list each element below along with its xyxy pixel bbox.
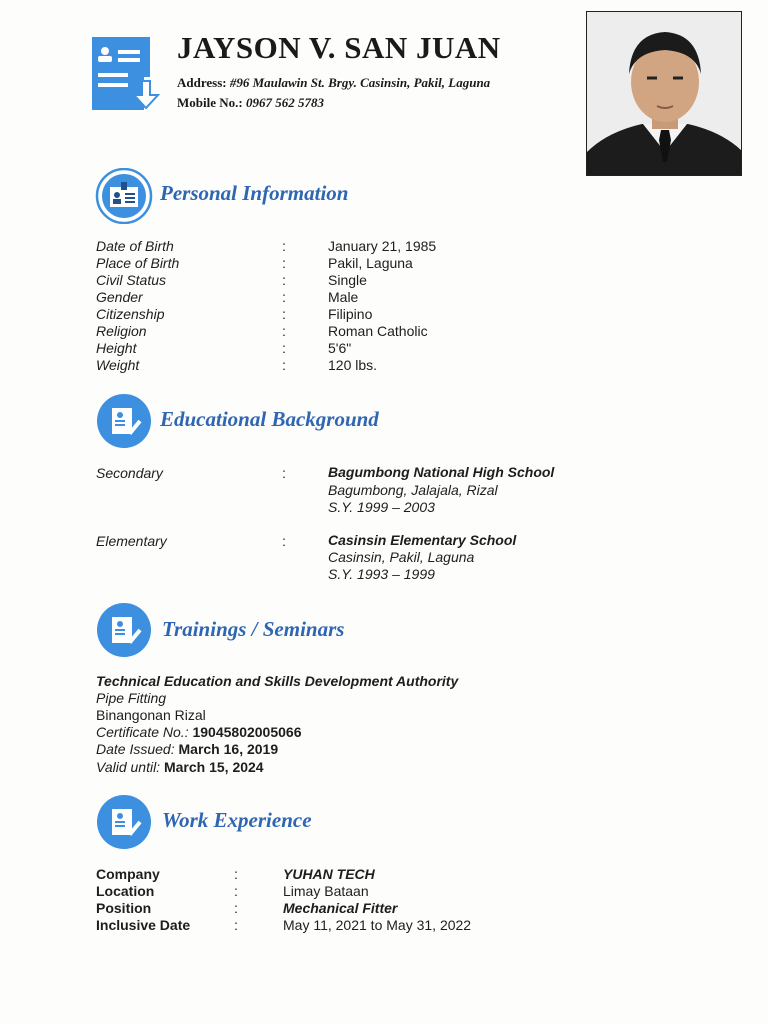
training-course: Pipe Fitting — [96, 690, 167, 706]
company-value: YUHAN TECH — [283, 866, 375, 882]
applicant-name: JAYSON V. SAN JUAN — [177, 30, 501, 65]
gender-value: Male — [328, 289, 359, 305]
secondary-school: Bagumbong National High School — [328, 464, 555, 480]
position-colon: : — [234, 900, 238, 916]
religion-colon: : — [282, 323, 286, 339]
work-location-value: Limay Bataan — [283, 883, 369, 899]
certificate-icon — [94, 393, 156, 455]
weight-label: Weight — [96, 357, 140, 373]
dob-label: Date of Birth — [96, 238, 174, 254]
weight-colon: : — [282, 357, 286, 373]
valid-until-value: March 15, 2024 — [163, 759, 264, 775]
gender-colon: : — [282, 289, 286, 305]
resume-icon — [92, 37, 162, 110]
height-label: Height — [96, 340, 137, 356]
date-issued-label: Date Issued: — [96, 741, 175, 757]
dob-value: January 21, 1985 — [328, 238, 437, 254]
work-location-label: Location — [96, 883, 155, 899]
company-label: Company — [96, 866, 160, 882]
inclusive-date-label: Inclusive Date — [96, 917, 191, 933]
religion-label: Religion — [96, 323, 147, 339]
birthplace-colon: : — [282, 255, 286, 271]
position-value: Mechanical Fitter — [283, 900, 398, 916]
citizenship-label: Citizenship — [96, 306, 165, 322]
address-line — [177, 75, 490, 91]
gender-label: Gender — [96, 289, 143, 305]
profile-photo — [586, 11, 742, 176]
position-label: Position — [96, 900, 152, 916]
height-value: 5'6" — [328, 340, 352, 356]
date-issued-value: March 16, 2019 — [178, 741, 279, 757]
civil-status-value: Single — [328, 272, 367, 288]
dob-colon: : — [282, 238, 286, 254]
elementary-location: Casinsin, Pakil, Laguna — [328, 549, 475, 565]
education-title: Educational Background — [160, 407, 379, 431]
height-colon: : — [282, 340, 286, 356]
valid-until-line — [96, 759, 264, 776]
certificate-number: 19045802005066 — [192, 724, 302, 740]
weight-value: 120 lbs. — [328, 357, 378, 373]
birthplace-label: Place of Birth — [96, 255, 180, 271]
certificate-icon — [94, 602, 156, 664]
citizenship-value: Filipino — [328, 306, 373, 322]
citizenship-colon: : — [282, 306, 286, 322]
civil-status-label: Civil Status — [96, 272, 167, 288]
secondary-label: Secondary — [96, 465, 163, 481]
work-experience-title: Work Experience — [162, 808, 312, 832]
personal-info-title: Personal Information — [160, 181, 349, 205]
certificate-line — [96, 724, 302, 741]
mobile-label: Mobile No.: — [177, 95, 243, 110]
id-card-icon — [94, 168, 156, 230]
training-location: Binangonan Rizal — [96, 707, 206, 723]
certificate-label: Certificate No.: — [96, 724, 189, 740]
address-value: #96 Maulawin St. Brgy. Casinsin, Pakil, Laguna — [229, 75, 491, 90]
trainings-title: Trainings / Seminars — [162, 617, 345, 641]
mobile-line — [177, 95, 324, 111]
secondary-years: S.Y. 1999 – 2003 — [328, 499, 435, 515]
work-location-colon: : — [234, 883, 238, 899]
civil-status-colon: : — [282, 272, 286, 288]
company-colon: : — [234, 866, 238, 882]
valid-until-label: Valid until: — [96, 759, 161, 775]
address-label: Address: — [177, 75, 227, 90]
elementary-years: S.Y. 1993 – 1999 — [328, 566, 435, 582]
date-issued-line — [96, 741, 278, 758]
elementary-label: Elementary — [96, 533, 167, 549]
secondary-location: Bagumbong, Jalajala, Rizal — [328, 482, 498, 498]
elementary-colon: : — [282, 533, 286, 549]
mobile-value: 0967 562 5783 — [245, 95, 324, 110]
certificate-icon — [94, 794, 156, 856]
training-org: Technical Education and Skills Development Authority — [96, 673, 459, 689]
elementary-school: Casinsin Elementary School — [328, 532, 517, 548]
inclusive-date-value: May 11, 2021 to May 31, 2022 — [283, 917, 472, 933]
religion-value: Roman Catholic — [328, 323, 428, 339]
secondary-colon: : — [282, 465, 286, 481]
inclusive-date-colon: : — [234, 917, 238, 933]
birthplace-value: Pakil, Laguna — [328, 255, 413, 271]
